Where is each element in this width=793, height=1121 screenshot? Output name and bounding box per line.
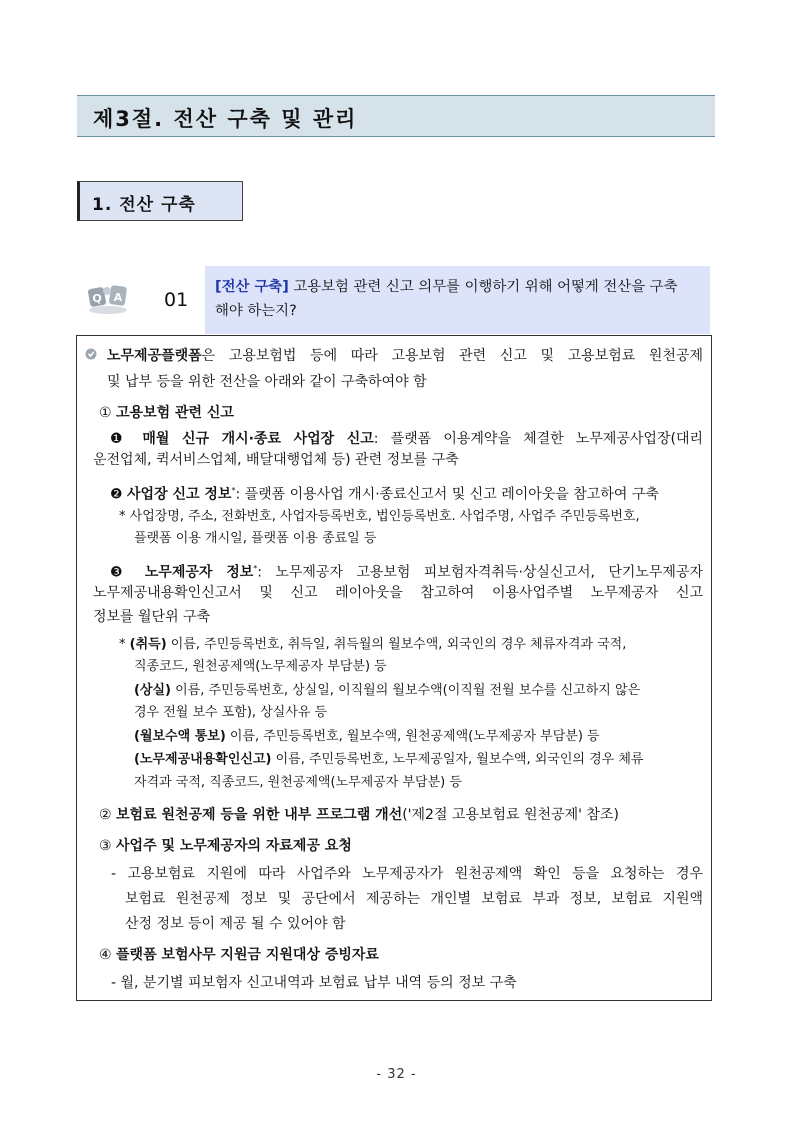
svg-text:A: A (113, 291, 123, 304)
question-tag: [전산 구축] (215, 279, 289, 295)
item-1-sub-3-line-2: 노무제공내용확인신고서 및 신고 레이아웃을 참고하여 이용사업주별 노무제공자 신고 (93, 585, 703, 601)
item-4-heading: ④ 플랫폼 보험사무 지원금 지원대상 증빙자료 (99, 947, 379, 963)
item-4-line-1: - 월, 분기별 피보험자 신고내역과 보험료 납부 내역 등의 정보 구축 (111, 975, 517, 991)
item-1-sub-2-note-1: * 사업장명, 주소, 전화번호, 사업자등록번호, 법인등록번호. 사업주명, 사업주 주민등록번호, (119, 509, 640, 524)
item-1-sub-3-line-3: 정보를 월단위 구축 (93, 609, 211, 625)
note-loss: (상실) 이름, 주민등록번호, 상실일, 이직월의 월보수액(이직월 전월 보수를 신고하지 않은 (134, 683, 641, 698)
item-3-heading: ③ 사업주 및 노무제공자의 자료제공 요청 (99, 838, 352, 854)
section-heading (77, 181, 243, 221)
item-1-sub-3: ❸ 노무제공자 정보*: 노무제공자 고용보험 피보험자격취득·상실신고서, 단기노무제공자 (110, 564, 703, 579)
note-confirmation-line-2: 자격과 국적, 직종코드, 원천공제액(노무제공자 부담분) 등 (134, 775, 462, 790)
question-line-1: [전산 구축] 고용보험 관련 신고 의무를 이행하기 위해 어떻게 전산을 구축 (215, 279, 678, 295)
item-1-sub-2: ❷ 사업장 신고 정보*: 플랫폼 이용사업 개시·종료신고서 및 신고 레이아웃을 참고하여 구축 (110, 486, 659, 503)
note-acquisition-line-2: 직종코드, 원천공제액(노무제공자 부담분) 등 (134, 659, 387, 674)
item-3-line-3: 산정 정보 등이 제공 될 수 있어야 함 (125, 916, 346, 932)
note-confirmation: (노무제공내용확인신고) 이름, 주민등록번호, 노무제공일자, 월보수액, 외국인의 경우 체류 (134, 752, 644, 767)
item-1-sub-1-line-2: 운전업체, 퀵서비스업체, 배달대행업체 등) 관련 정보를 구축 (93, 452, 459, 468)
note-acquisition: * (취득) 이름, 주민등록번호, 취득일, 취득월의 월보수액, 외국인의 경우 체류자격과 국적, (119, 637, 627, 652)
qa-icon (86, 276, 130, 316)
answer-intro-line-2: 및 납부 등을 위한 전산을 아래와 같이 구축하여야 함 (107, 374, 427, 390)
answer-intro: 노무제공플랫폼은 고용보험법 등에 따라 고용보험 관련 신고 및 고용보험료 원천공제 (107, 348, 703, 364)
item-1-sub-1: ❶ 매월 신규 개시·종료 사업장 신고: 플랫폼 이용계약을 체결한 노무제공사업장(대리 (110, 431, 703, 447)
item-3-line-2: 보험료 원천공제 정보 및 공단에서 제공하는 개인별 보험료 부과 정보, 보험료 지원액 (125, 891, 703, 907)
item-1-sub-2-note-2: 플랫폼 이용 개시일, 플랫폼 이용 종료일 등 (134, 531, 377, 546)
chapter-title: 제3절. 전산 구축 및 관리 (93, 107, 358, 131)
note-loss-line-2: 경우 전월 보수 포함), 상실사유 등 (134, 705, 328, 720)
item-3-line-1: - 고용보험료 지원에 따라 사업주와 노무제공자가 원천공제액 확인 등을 요청하는 경우 (111, 866, 703, 882)
note-monthly-pay: (월보수액 통보) 이름, 주민등록번호, 월보수액, 원천공제액(노무제공자 부담분) 등 (134, 729, 600, 744)
item-1-heading: ① 고용보험 관련 신고 (99, 405, 234, 421)
chapter-heading (77, 95, 715, 137)
question-line-2: 해야 하는지? (215, 303, 297, 319)
question-box (205, 266, 710, 334)
question-number: 01 (164, 289, 189, 311)
svg-text:Q: Q (92, 292, 102, 305)
page-number: - 32 - (376, 1067, 417, 1082)
item-2-heading: ② 보험료 원천공제 등을 위한 내부 프로그램 개선('제2절 고용보험료 원천공제' 참조) (99, 807, 619, 823)
answer-box (76, 335, 712, 1001)
section-title: 1. 전산 구축 (92, 195, 196, 215)
bullet-icon (85, 348, 97, 360)
